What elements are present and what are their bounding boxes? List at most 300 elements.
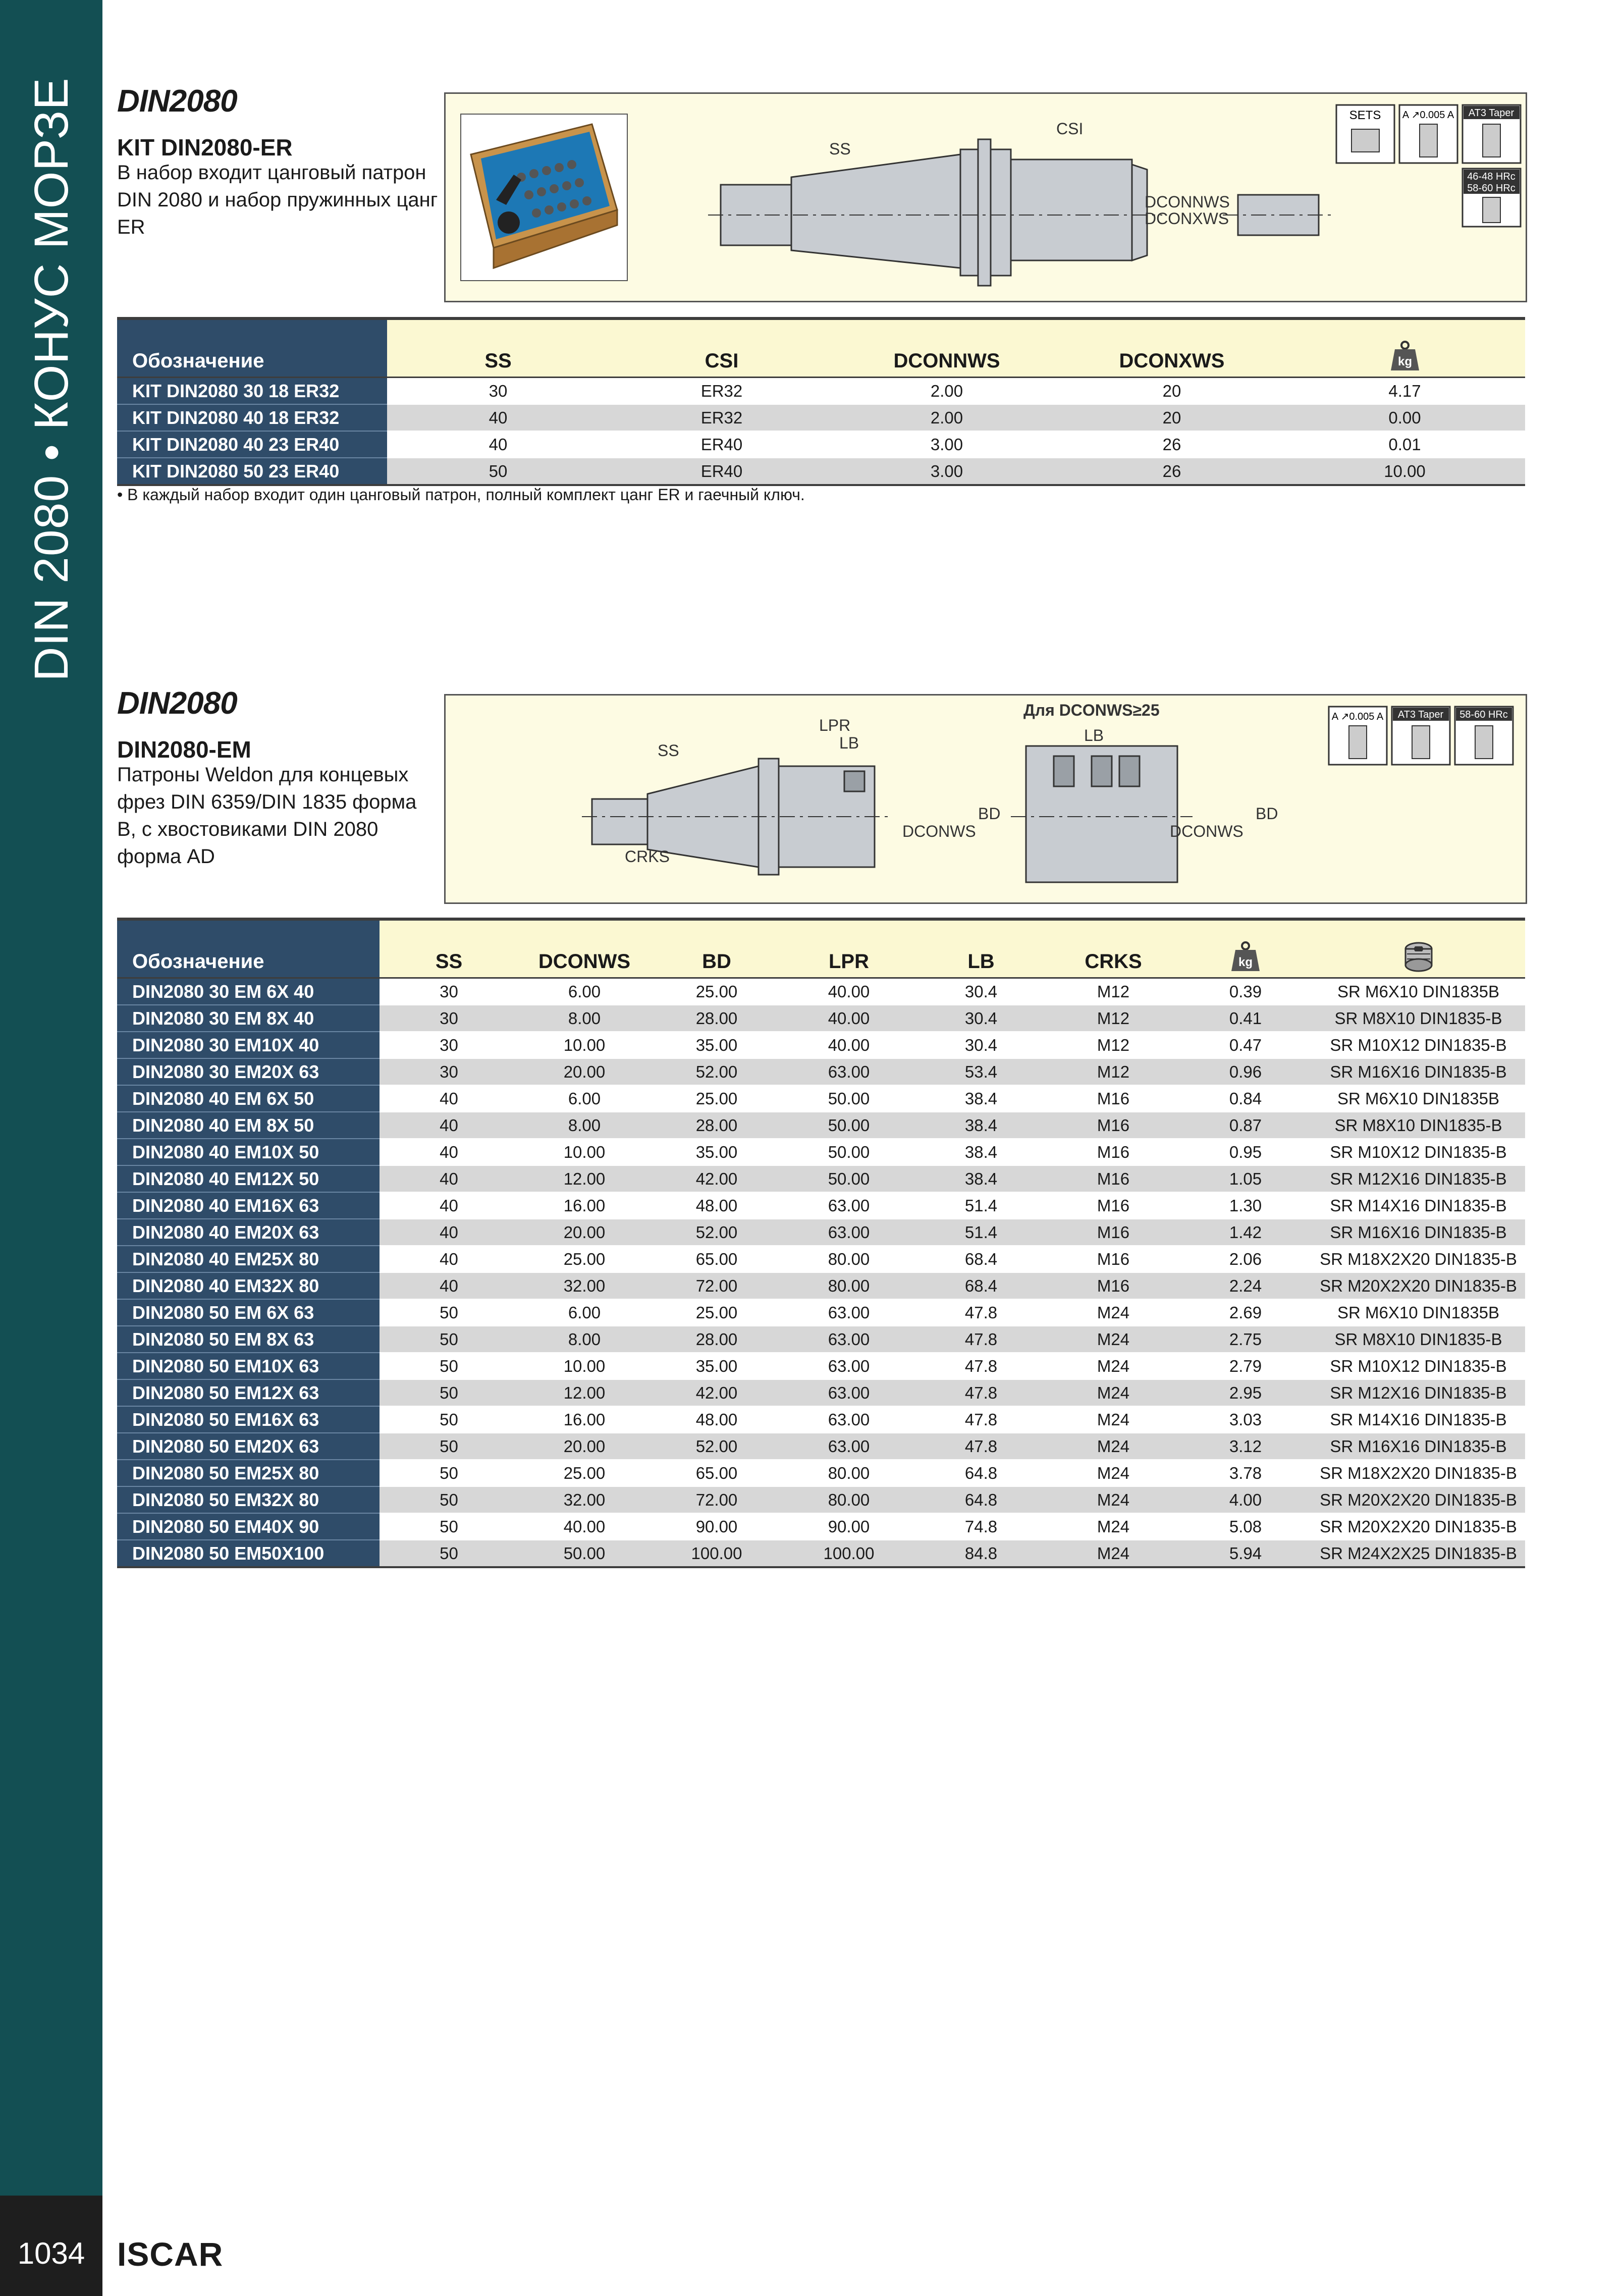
em-cell: SR M12X16 DIN1835-B [1312,1379,1525,1406]
em-cell: 8.00 [518,1005,651,1032]
em-table-row [117,1005,1525,1032]
em-cell: SR M10X12 DIN1835-B [1312,1139,1525,1165]
em-cell: 40 [380,1246,518,1272]
em-cell: 2.79 [1179,1353,1312,1379]
weight-icon [1389,340,1421,372]
em-cell: SR M6X10 DIN1835B [1312,978,1525,1005]
kit-label-ss: SS [829,140,851,158]
em-cell: 40.00 [783,1005,915,1032]
em-cell: 3.12 [1179,1433,1312,1460]
kit-table-row [117,458,1525,485]
em-label-lb2: LB [1084,726,1104,744]
em-table-row [117,1299,1525,1326]
em-cell: 80.00 [783,1486,915,1513]
em-cell: SR M14X16 DIN1835-B [1312,1406,1525,1433]
em-cell: SR M16X16 DIN1835-B [1312,1058,1525,1085]
kit-table-row [117,431,1525,458]
em-cell: M24 [1047,1433,1179,1460]
em-cell: 0.84 [1179,1085,1312,1112]
em-cell: M16 [1047,1192,1179,1219]
em-cell: M24 [1047,1540,1179,1567]
em-holder-drawing [582,746,1193,882]
em-cell: 100.00 [651,1540,783,1567]
kit-cell: 0.01 [1284,431,1525,458]
em-cell: 50 [380,1299,518,1326]
em-row-designation: DIN2080 40 EM 8X 50 [117,1112,380,1139]
svg-text:A ↗0.005 A: A ↗0.005 A [1402,110,1454,121]
em-cell: 47.8 [915,1299,1047,1326]
em-cell: 25.00 [518,1246,651,1272]
em-cell: 16.00 [518,1406,651,1433]
em-cell: M12 [1047,978,1179,1005]
em-label-crks: CRKS [625,847,670,866]
svg-text:58-60 HRc: 58-60 HRc [1459,709,1508,720]
em-row-designation: DIN2080 40 EM12X 50 [117,1165,380,1192]
em-cell: 0.95 [1179,1139,1312,1165]
em-cell: 25.00 [651,978,783,1005]
svg-text:A ↗0.005 A: A ↗0.005 A [1331,711,1384,722]
em-row-designation: DIN2080 30 EM 8X 40 [117,1005,380,1032]
em-cell: 6.00 [518,978,651,1005]
em-cell: 50 [380,1540,518,1567]
em-cell: 30 [380,1032,518,1058]
em-row-designation: DIN2080 40 EM 6X 50 [117,1085,380,1112]
em-cell: M16 [1047,1112,1179,1139]
em-cell: 50.00 [783,1112,915,1139]
kit-row-designation: KIT DIN2080 50 23 ER40 [117,458,387,485]
em-col-weight [1179,919,1312,978]
em-table-header [117,919,1525,978]
em-cell: 52.00 [651,1433,783,1460]
kit-cell: 26 [1059,431,1284,458]
em-cell: 30 [380,1005,518,1032]
kit-col-dconnws: DCONNWS [834,318,1059,378]
em-cell: SR M20X2X20 DIN1835-B [1312,1486,1525,1513]
em-cell: 32.00 [518,1272,651,1299]
em-cell: SR M18X2X20 DIN1835-B [1312,1460,1525,1486]
em-table-row [117,1058,1525,1085]
kit-col-weight [1284,318,1525,378]
em-cell: 10.00 [518,1353,651,1379]
em-table [117,918,1525,1568]
em-figure [444,694,1527,904]
em-table-row [117,1219,1525,1246]
em-cell: 28.00 [651,1005,783,1032]
em-cell: 63.00 [783,1379,915,1406]
kit-row-designation: KIT DIN2080 40 23 ER40 [117,431,387,458]
em-cell: 30.4 [915,1005,1047,1032]
em-cell: 8.00 [518,1326,651,1353]
em-table-row [117,1085,1525,1112]
em-cell: 3.78 [1179,1460,1312,1486]
em-cell: 64.8 [915,1460,1047,1486]
em-row-designation: DIN2080 50 EM12X 63 [117,1379,380,1406]
svg-text:AT3 Taper: AT3 Taper [1468,108,1514,119]
em-cell: 63.00 [783,1406,915,1433]
em-cell: 90.00 [783,1513,915,1540]
kit-cell: 40 [387,431,609,458]
em-icon-runout [1329,707,1387,765]
em-cell: 28.00 [651,1326,783,1353]
em-table-row [117,1192,1525,1219]
em-cell: 50 [380,1513,518,1540]
em-cell: 40.00 [783,1032,915,1058]
svg-text:46-48 HRc: 46-48 HRc [1467,171,1516,182]
kit-cell: 2.00 [834,404,1059,431]
em-table-row [117,1165,1525,1192]
kit-holder-drawing [708,139,1334,286]
em-cell: 0.87 [1179,1112,1312,1139]
sidebar-vertical-title: DIN 2080 • КОНУС МОРЗЕ [25,77,78,681]
em-cell: 50.00 [783,1165,915,1192]
em-cell: 68.4 [915,1272,1047,1299]
em-cell: 84.8 [915,1540,1047,1567]
em-cell: M24 [1047,1406,1179,1433]
em-cell: SR M14X16 DIN1835-B [1312,1192,1525,1219]
em-cell: 51.4 [915,1219,1047,1246]
em-cell: M16 [1047,1219,1179,1246]
em-col-designation: Обозначение [117,919,380,978]
em-cell: 40 [380,1219,518,1246]
em-cell: 30.4 [915,1032,1047,1058]
em-label-bd: BD [978,805,1001,823]
em-cell: 50.00 [783,1085,915,1112]
em-cell: 38.4 [915,1112,1047,1139]
kit-section-subtitle: KIT DIN2080-ER [117,134,293,161]
em-label-lb: LB [839,734,859,752]
em-col-dconws: DCONWS [518,919,651,978]
em-row-designation: DIN2080 50 EM20X 63 [117,1433,380,1460]
em-cell: 1.42 [1179,1219,1312,1246]
em-cell: SR M8X10 DIN1835-B [1312,1326,1525,1353]
em-section-description: Патроны Weldon для концевых фрез DIN 6359/DIN 1835 форма B, с хвостовиками DIN 2080 форма AD [117,764,417,868]
em-cell: 5.94 [1179,1540,1312,1567]
em-row-designation: DIN2080 50 EM10X 63 [117,1353,380,1379]
brand-logo: ISCAR [117,2235,224,2273]
em-cell: 63.00 [783,1299,915,1326]
em-row-designation: DIN2080 50 EM32X 80 [117,1486,380,1513]
em-cell: M12 [1047,1005,1179,1032]
em-cell: 5.08 [1179,1513,1312,1540]
em-cell: 80.00 [783,1272,915,1299]
em-label-dconws: DCONWS [902,822,976,840]
em-cell: 52.00 [651,1058,783,1085]
kit-cell: 3.00 [834,458,1059,485]
kit-table-header [117,318,1525,378]
kit-table-row [117,404,1525,431]
em-cell: M24 [1047,1486,1179,1513]
em-cell: M12 [1047,1058,1179,1085]
em-cell: SR M10X12 DIN1835-B [1312,1032,1525,1058]
kit-row-designation: KIT DIN2080 40 18 ER32 [117,404,387,431]
em-cell: 50 [380,1379,518,1406]
em-col-lb: LB [915,919,1047,978]
kit-cell: 20 [1059,404,1284,431]
em-cell: 2.24 [1179,1272,1312,1299]
em-cell: 40 [380,1112,518,1139]
kit-label-dconnws: DCONNWS [1145,193,1230,211]
kit-row-designation: KIT DIN2080 30 18 ER32 [117,378,387,405]
kit-footnote: • В каждый набор входит один цанговый патрон, полный комплект цанг ER и гаечный ключ. [117,486,805,504]
em-cell: 30 [380,1058,518,1085]
em-table-row [117,1513,1525,1540]
em-cell: 47.8 [915,1433,1047,1460]
em-cell: 10.00 [518,1032,651,1058]
em-cell: 63.00 [783,1192,915,1219]
em-icon-taper [1392,707,1450,765]
em-cell: 48.00 [651,1406,783,1433]
em-table-row [117,1486,1525,1513]
em-cell: 40.00 [783,978,915,1005]
em-row-designation: DIN2080 40 EM10X 50 [117,1139,380,1165]
em-cell: M16 [1047,1165,1179,1192]
em-cell: 2.69 [1179,1299,1312,1326]
em-cell: M24 [1047,1513,1179,1540]
em-cell: 65.00 [651,1460,783,1486]
em-cell: SR M16X16 DIN1835-B [1312,1433,1525,1460]
em-cell: 50.00 [783,1139,915,1165]
em-cell: 63.00 [783,1353,915,1379]
em-cell: 40 [380,1165,518,1192]
em-cell: 35.00 [651,1353,783,1379]
kit-label-dconxws: DCONXWS [1145,209,1229,228]
kit-figure [444,92,1527,302]
em-cell: 32.00 [518,1486,651,1513]
svg-text:58-60 HRc: 58-60 HRc [1467,183,1516,194]
kit-cell: 10.00 [1284,458,1525,485]
em-cell: 52.00 [651,1219,783,1246]
em-cell: 48.00 [651,1192,783,1219]
kit-cell: 26 [1059,458,1284,485]
em-cell: 1.05 [1179,1165,1312,1192]
em-cell: SR M20X2X20 DIN1835-B [1312,1272,1525,1299]
kit-cell: 40 [387,404,609,431]
em-table-row [117,1460,1525,1486]
em-cell: M24 [1047,1379,1179,1406]
set-screw-icon [1401,938,1436,973]
kit-icon-runout [1399,105,1457,163]
em-cell: 80.00 [783,1460,915,1486]
em-cell: 12.00 [518,1379,651,1406]
em-cell: 47.8 [915,1326,1047,1353]
em-cell: 50 [380,1326,518,1353]
page-number: 1034 [17,2236,85,2270]
kit-icon-taper [1463,105,1521,163]
em-cell: SR M24X2X25 DIN1835-B [1312,1540,1525,1567]
em-cell: 38.4 [915,1165,1047,1192]
em-cell: 0.96 [1179,1058,1312,1085]
em-cell: 63.00 [783,1326,915,1353]
em-row-designation: DIN2080 50 EM 6X 63 [117,1299,380,1326]
kit-cell: ER40 [609,431,834,458]
em-row-designation: DIN2080 30 EM20X 63 [117,1058,380,1085]
em-cell: SR M8X10 DIN1835-B [1312,1112,1525,1139]
kit-box-photo [461,114,627,281]
em-table-row [117,1353,1525,1379]
kit-col-dconxws: DCONXWS [1059,318,1284,378]
em-row-designation: DIN2080 50 EM40X 90 [117,1513,380,1540]
em-row-designation: DIN2080 40 EM20X 63 [117,1219,380,1246]
em-table-row [117,1246,1525,1272]
em-cell: M12 [1047,1032,1179,1058]
em-label-lpr: LPR [819,716,851,734]
em-row-designation: DIN2080 40 EM32X 80 [117,1272,380,1299]
weight-icon [1229,941,1262,973]
em-row-designation: DIN2080 40 EM25X 80 [117,1246,380,1272]
em-table-row [117,1406,1525,1433]
em-cell: 4.00 [1179,1486,1312,1513]
em-cell: 65.00 [651,1246,783,1272]
kit-table [117,317,1525,486]
em-cell: 50 [380,1460,518,1486]
em-cell: SR M20X2X20 DIN1835-B [1312,1513,1525,1540]
em-cell: 30 [380,978,518,1005]
em-row-designation: DIN2080 50 EM16X 63 [117,1406,380,1433]
em-table-row [117,1272,1525,1299]
kit-cell: ER40 [609,458,834,485]
em-cell: 68.4 [915,1246,1047,1272]
em-cell: 50 [380,1353,518,1379]
em-cell: 0.47 [1179,1032,1312,1058]
em-cell: SR M16X16 DIN1835-B [1312,1219,1525,1246]
em-cell: 47.8 [915,1353,1047,1379]
em-cell: 2.95 [1179,1379,1312,1406]
em-table-row [117,1379,1525,1406]
em-section-subtitle: DIN2080-EM [117,736,251,763]
em-cell: M16 [1047,1139,1179,1165]
em-cell: 50.00 [518,1540,651,1567]
em-cell: 63.00 [783,1219,915,1246]
em-cell: SR M6X10 DIN1835B [1312,1085,1525,1112]
em-col-lpr: LPR [783,919,915,978]
kit-cell: 30 [387,378,609,405]
kit-cell: 20 [1059,378,1284,405]
em-label-note: Для DCONWS≥25 [1023,701,1160,719]
em-cell: 0.39 [1179,978,1312,1005]
em-cell: 12.00 [518,1165,651,1192]
svg-text:kg: kg [1238,955,1253,969]
em-cell: 64.8 [915,1486,1047,1513]
em-cell: 40 [380,1192,518,1219]
em-row-designation: DIN2080 50 EM 8X 63 [117,1326,380,1353]
em-cell: M24 [1047,1353,1179,1379]
em-cell: 90.00 [651,1513,783,1540]
em-row-designation: DIN2080 50 EM50X100 [117,1540,380,1567]
em-cell: M24 [1047,1299,1179,1326]
em-table-row [117,1326,1525,1353]
em-cell: 25.00 [518,1460,651,1486]
kit-col-csi: CSI [609,318,834,378]
em-cell: 2.75 [1179,1326,1312,1353]
em-cell: 38.4 [915,1085,1047,1112]
em-cell: 6.00 [518,1085,651,1112]
em-cell: 28.00 [651,1112,783,1139]
kit-cell: 50 [387,458,609,485]
em-cell: 74.8 [915,1513,1047,1540]
kit-table-row [117,378,1525,405]
em-cell: SR M12X16 DIN1835-B [1312,1165,1525,1192]
em-cell: SR M18X2X20 DIN1835-B [1312,1246,1525,1272]
kit-section-description: В набор входит цанговый патрон DIN 2080 и набор пружинных цанг ER [117,162,438,238]
em-cell: 47.8 [915,1406,1047,1433]
em-cell: M16 [1047,1272,1179,1299]
kit-cell: 4.17 [1284,378,1525,405]
em-section-title: DIN2080 [117,686,237,721]
em-cell: 0.41 [1179,1005,1312,1032]
em-cell: SR M10X12 DIN1835-B [1312,1353,1525,1379]
em-cell: SR M8X10 DIN1835-B [1312,1005,1525,1032]
em-col-bd: BD [651,919,783,978]
kit-cell: 2.00 [834,378,1059,405]
em-label-bd2: BD [1256,805,1278,823]
kit-diagram [446,94,1526,301]
em-cell: 20.00 [518,1058,651,1085]
em-cell: M16 [1047,1085,1179,1112]
svg-text:kg: kg [1397,355,1412,368]
em-table-row [117,1433,1525,1460]
kit-section-title: DIN2080 [117,84,237,119]
em-cell: M24 [1047,1326,1179,1353]
em-cell: 25.00 [651,1085,783,1112]
em-cell: 72.00 [651,1486,783,1513]
em-cell: 42.00 [651,1379,783,1406]
em-cell: 53.4 [915,1058,1047,1085]
em-cell: 63.00 [783,1058,915,1085]
em-cell: 10.00 [518,1139,651,1165]
em-row-designation: DIN2080 30 EM10X 40 [117,1032,380,1058]
em-cell: 30.4 [915,978,1047,1005]
em-table-row [117,1032,1525,1058]
em-cell: 6.00 [518,1299,651,1326]
em-table-row [117,1540,1525,1567]
kit-col-ss: SS [387,318,609,378]
em-cell: 8.00 [518,1112,651,1139]
em-label-ss: SS [658,741,679,760]
em-col-screw [1312,919,1525,978]
em-col-ss: SS [380,919,518,978]
em-table-row [117,1139,1525,1165]
svg-text:SETS: SETS [1349,109,1381,122]
em-col-crks: CRKS [1047,919,1179,978]
em-cell: SR M6X10 DIN1835B [1312,1299,1525,1326]
em-cell: 51.4 [915,1192,1047,1219]
em-cell: 42.00 [651,1165,783,1192]
em-cell: 38.4 [915,1139,1047,1165]
em-cell: 20.00 [518,1219,651,1246]
em-cell: 3.03 [1179,1406,1312,1433]
kit-cell: ER32 [609,404,834,431]
em-cell: 47.8 [915,1379,1047,1406]
em-label-dconws2: DCONWS [1170,822,1243,840]
kit-cell: ER32 [609,378,834,405]
em-cell: M24 [1047,1460,1179,1486]
em-cell: 16.00 [518,1192,651,1219]
em-cell: 50 [380,1406,518,1433]
em-cell: 80.00 [783,1246,915,1272]
svg-text:AT3 Taper: AT3 Taper [1397,709,1444,720]
em-cell: 50 [380,1486,518,1513]
em-row-designation: DIN2080 50 EM25X 80 [117,1460,380,1486]
em-cell: 40.00 [518,1513,651,1540]
kit-icon-hardness [1463,169,1521,227]
em-cell: 72.00 [651,1272,783,1299]
kit-col-designation: Обозначение [117,318,387,378]
kit-cell: 0.00 [1284,404,1525,431]
em-row-designation: DIN2080 30 EM 6X 40 [117,978,380,1005]
em-cell: M16 [1047,1246,1179,1272]
em-row-designation: DIN2080 40 EM16X 63 [117,1192,380,1219]
em-cell: 50 [380,1433,518,1460]
